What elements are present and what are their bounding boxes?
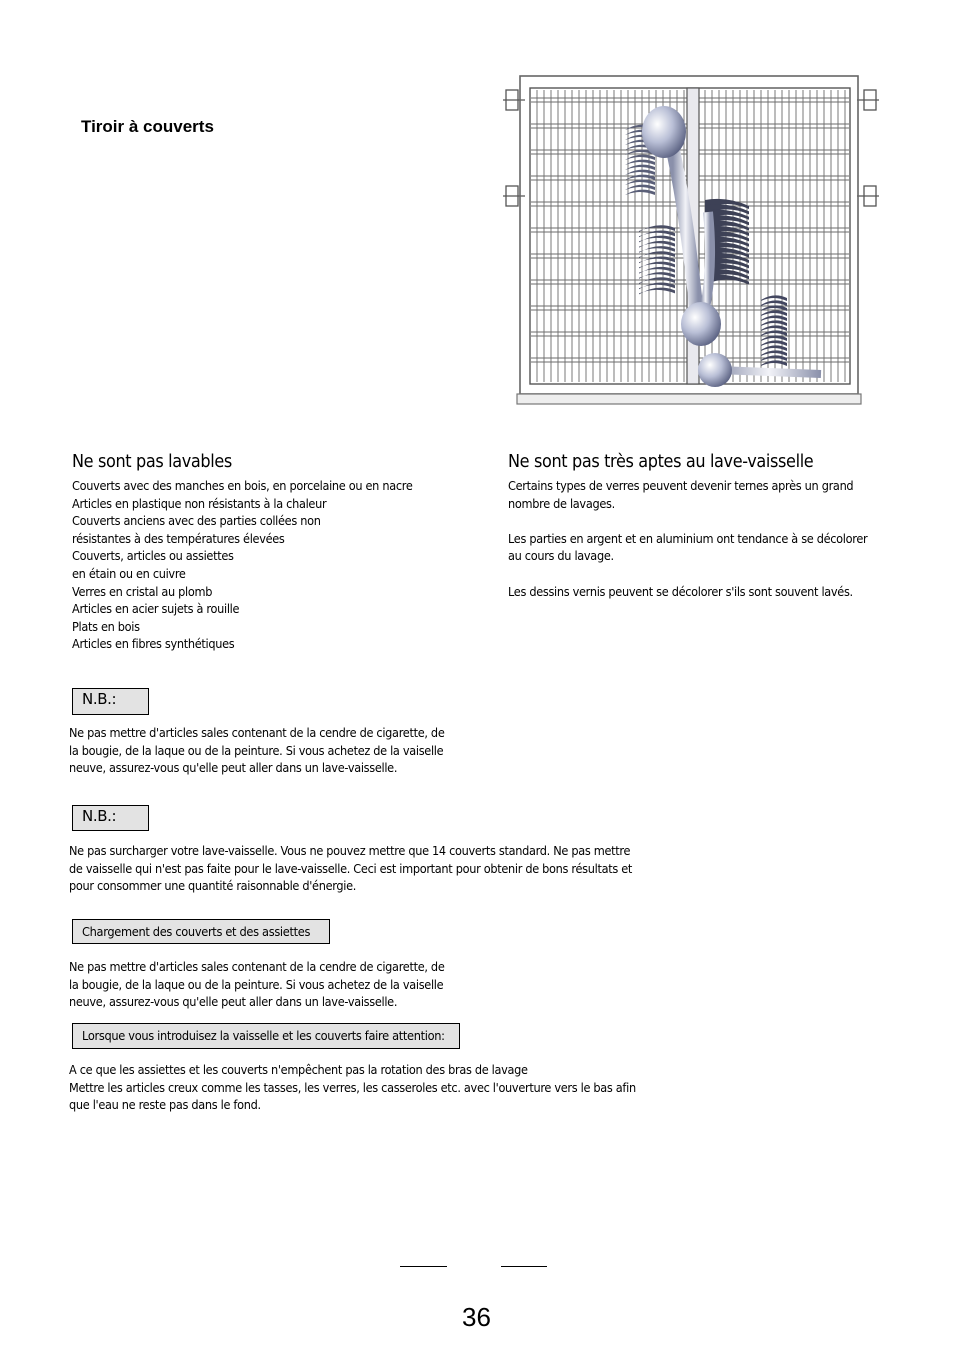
- attention-label: Lorsque vous introduisez la vaisselle et les couverts faire attention:: [82, 1028, 445, 1043]
- list-item: Couverts anciens avec des parties collées non: [72, 513, 321, 529]
- paragraph-line: neuve, assurez-vous qu'elle peut aller dans un lave-vaisselle.: [69, 760, 398, 776]
- paragraph-line: de vaisselle qui n'est pas faite pour le lave-vaisselle. Ceci est important pour obtenir de bons résultats et: [69, 860, 633, 876]
- paragraph-line: neuve, assurez-vous qu'elle peut aller dans un lave-vaisselle.: [69, 994, 398, 1010]
- list-item: Articles en acier sujets à rouille: [72, 601, 240, 617]
- paragraph-line: au cours du lavage.: [508, 548, 614, 564]
- paragraph-line: nombre de lavages.: [508, 495, 615, 511]
- right-heading: Ne sont pas très aptes au lave-vaisselle: [508, 452, 814, 472]
- paragraph-line: Mettre les articles creux comme les tasses, les verres, les casseroles etc. avec l'ouverture vers le bas afin: [69, 1079, 636, 1095]
- nb1-text: [69, 724, 444, 777]
- list-item: Articles en plastique non résistants à la chaleur: [72, 495, 327, 511]
- paragraph-line: la bougie, de la laque ou de la peinture. Si vous achetez de la vaiselle: [69, 976, 444, 992]
- list-item: Articles en fibres synthétiques: [72, 636, 235, 652]
- list-item: en étain ou en cuivre: [72, 565, 186, 581]
- loading-label-box: [72, 919, 330, 944]
- list-item: résistantes à des températures élevées: [72, 530, 285, 546]
- paragraph-line: Ne pas surcharger votre lave-vaisselle. Vous ne pouvez mettre que 14 couverts standard. Ne pas mettre: [69, 843, 631, 858]
- paragraph-line: la bougie, de la laque ou de la peinture. Si vous achetez de la vaiselle: [69, 742, 444, 758]
- page-number: 36: [462, 1302, 491, 1332]
- loading-text: [69, 958, 444, 1011]
- list-item: Verres en cristal au plomb: [72, 583, 213, 599]
- loading-label: Chargement des couverts et des assiettes: [82, 924, 311, 939]
- paragraph-line: Les parties en argent et en aluminium ont tendance à se décolorer: [508, 530, 868, 546]
- list-item: Couverts, articles ou assiettes: [72, 548, 234, 564]
- nb-label-box: N.B.:: [72, 688, 149, 715]
- paragraph-line: Certains types de verres peuvent devenir ternes après un grand: [508, 478, 854, 493]
- nb2-text: [69, 842, 632, 895]
- attention-label-box: [72, 1023, 460, 1049]
- footer-rule-right: [501, 1266, 547, 1267]
- list-item: Couverts avec des manches en bois, en porcelaine ou en nacre: [72, 478, 413, 493]
- not-suitable-paragraphs: [508, 477, 867, 600]
- footer-rule-left: [400, 1266, 447, 1267]
- paragraph-line: Ne pas mettre d'articles sales contenant de la cendre de cigarette, de: [69, 959, 445, 974]
- paragraph-line: pour consommer une quantité raisonnable d'énergie.: [69, 878, 357, 894]
- nb-label-box: N.B.:: [72, 805, 149, 831]
- left-heading: Ne sont pas lavables: [72, 452, 232, 472]
- attention-text: [69, 1061, 636, 1114]
- list-item: Plats en bois: [72, 618, 140, 634]
- paragraph-line: Les dessins vernis peuvent se décolorer s'ils sont souvent lavés.: [508, 583, 853, 599]
- paragraph-line: A ce que les assiettes et les couverts n'empêchent pas la rotation des bras de lavage: [69, 1062, 528, 1077]
- not-washable-list: [72, 477, 413, 653]
- paragraph-line: Ne pas mettre d'articles sales contenant de la cendre de cigarette, de: [69, 725, 445, 740]
- paragraph-line: que l'eau ne reste pas dans le fond.: [69, 1097, 261, 1113]
- section-title: Tiroir à couverts: [81, 117, 214, 136]
- cutlery-drawer-drawing: [503, 72, 879, 410]
- cutlery-drawer-illustration: [503, 72, 879, 410]
